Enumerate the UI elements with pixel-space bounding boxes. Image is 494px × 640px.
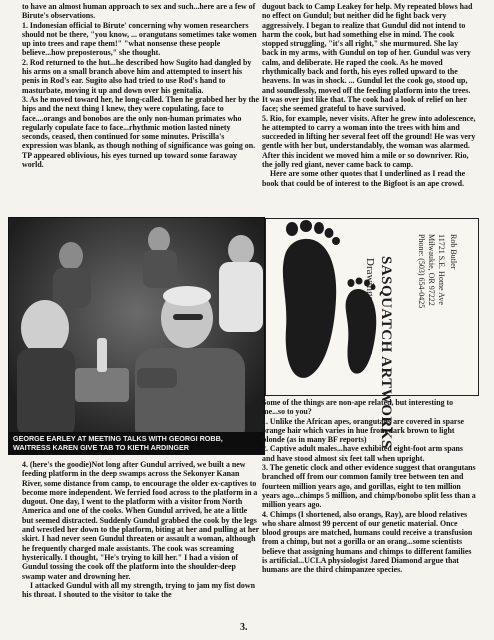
paragraph: Some of the things are non-ape related, but interesting to me...so to you?	[262, 398, 454, 417]
paragraph: 1. Indonesian official to Birute' concerning why women researchers should not be there, "you know, ... orangutans sometimes take women up into trees and rape them!" "what nonsense these people believe...how preposterous," she thought.	[22, 20, 257, 58]
ad-contact-name: Rob Butler	[449, 234, 458, 270]
ad-phone: Phone: (503) 654-0425	[417, 234, 426, 309]
paragraph: 3. The genetic clock and other evidence suggest that orangutans branched off from our common family tree between ten and fourteen million years ago, and gorillas, eight to ten million years ago...chimps 5 million, and chimp/bonobo split less than a million years ago.	[262, 463, 476, 510]
meeting-photo	[8, 217, 265, 455]
article-column-right-top	[262, 2, 476, 188]
page-number: 3.	[240, 622, 248, 633]
paragraph: 2. Rod returned to the hut...he described how Sugito had dangled by his arms on a small branch above him and attempted to insert his penis in Rod's ear. Sugito also had tried to use Rod's hand to masturbate, moving it up and down over his genitalia.	[22, 57, 252, 95]
paragraph: 1. Unlike the African apes, orangutans are covered in sparse orange hair which varies in hue from dark brown to light blonde (as in many BF reports)	[262, 416, 465, 445]
paragraph: 4. (here's the goodie)Not long after Gundul arrived, we built a new feeding platform in the deep swamps across the Sekonyer Kanan River, some distance from camp, to encourage the older ex-captives to become more independent. We ferried food across to the platform in a dugout. One day, I went to the platform with a visitor from North America and one of the cooks. When Gundul arrived, he ate a little but seemed distracted. Suddenly Gundul grabbed the cook by the legs and wrestled her down to the platform, biting at her and pulling at her skirt. I had never seen Gundul threaten or assault a woman, although he frequently charged male assistants. The cook was screaming hysterically. I thought, "He's trying to kill her." I had a vision of Gundul tossing the cook off the platform into the shoulder-deep swamp water and drowning her.	[22, 460, 260, 581]
photo-caption: GEORGE EARLEY AT MEETING TALKS WITH GEORGI ROBB, WAITRESS KAREN GIVE TAB TO KIETH ARDINGER	[9, 432, 264, 454]
paragraph: to have an almost human approach to sex and such...here are a few of Birute's observations.	[22, 2, 256, 21]
paragraph: 5. Rio, for example, never visits. After he grew into adolescence, he attempted to carry a woman into the trees with him and succeeded in lifting her several feet off the ground! He was very gentle with her but, understandably, the woman was alarmed. After this incident we moved him a mile or so downriver. Rio, the jolly red giant, never came back to camp.	[262, 113, 476, 170]
article-column-left-bottom	[22, 460, 260, 599]
paragraph: 4. Chimps (I shortened, also orangs, Ray), are blood relatives who share almost 99 percent of our genetic material. Once blood groups are matched, humans could receive a transfusion from a chimp, but not a gorilla or an orang...some scientists believe that assigning humans and chimps to different families is artificial...UCLA physiologist Jared Diamond argue that humans are the third chimpanzee species.	[262, 509, 473, 575]
paragraph: 2. Captive adult males...have exhibited eight-foot arm spans and have stood almost six feet tall when upright.	[262, 444, 463, 463]
paragraph: dugout back to Camp Leakey for help. My repeated blows had no effect on Gundul; but neither did he fight back very aggressively. I began to realize that Gundul did not intend to harm the cook, but had something else in mind. The cook stopped struggling, "it's all right," she murmured. She lay back in my arms, with Gundul on top of her. Gundul was very calm, and deliberate. He raped the cook. As he moved rhythmically back and forth, his eyes rolled upward to the heavens. In was in shock. ... Gundul let the cook go, stood up, and soundlessly, moved off the feeding platform into the trees. It was over just like that. The cook had a look of relief on her face; she seemed grateful to have survived.	[262, 2, 473, 114]
ad-address-line-2: Milwaukie, OR 97222	[427, 234, 436, 306]
paragraph: 3. As he moved toward her, he long-called. Then he grabbed her by the hips and the next thing I knew, they were copulating, face to face....orangs and bonobos are the only non-human primates who regularly copulate face to face...rhythmic motion lasted ninety seconds, ceased, then continued for some minutes. Priscilla's expression was blank, as though nothing of significance was going on. TP appeared oblivious, his eyes turned up toward some faraway world.	[22, 94, 260, 170]
ad-address-line-1: 11721 S.E. Home Ave	[437, 234, 446, 305]
article-column-right-bottom	[262, 398, 476, 575]
ad-subtitle: Drawings & Cartoons	[364, 258, 376, 355]
ad-title: SASQUATCH ARTWORKS	[378, 256, 394, 449]
paragraph: Here are some other quotes that I underlined as I read the book that could be of interest to the Bigfoot is an ape crowd.	[262, 169, 466, 188]
photo-image	[9, 218, 264, 454]
article-column-left-top	[22, 2, 260, 169]
paragraph: I attacked Gundul with all my strength, trying to jam my fist down his throat. I shouted to the visitor to take the	[22, 580, 255, 600]
